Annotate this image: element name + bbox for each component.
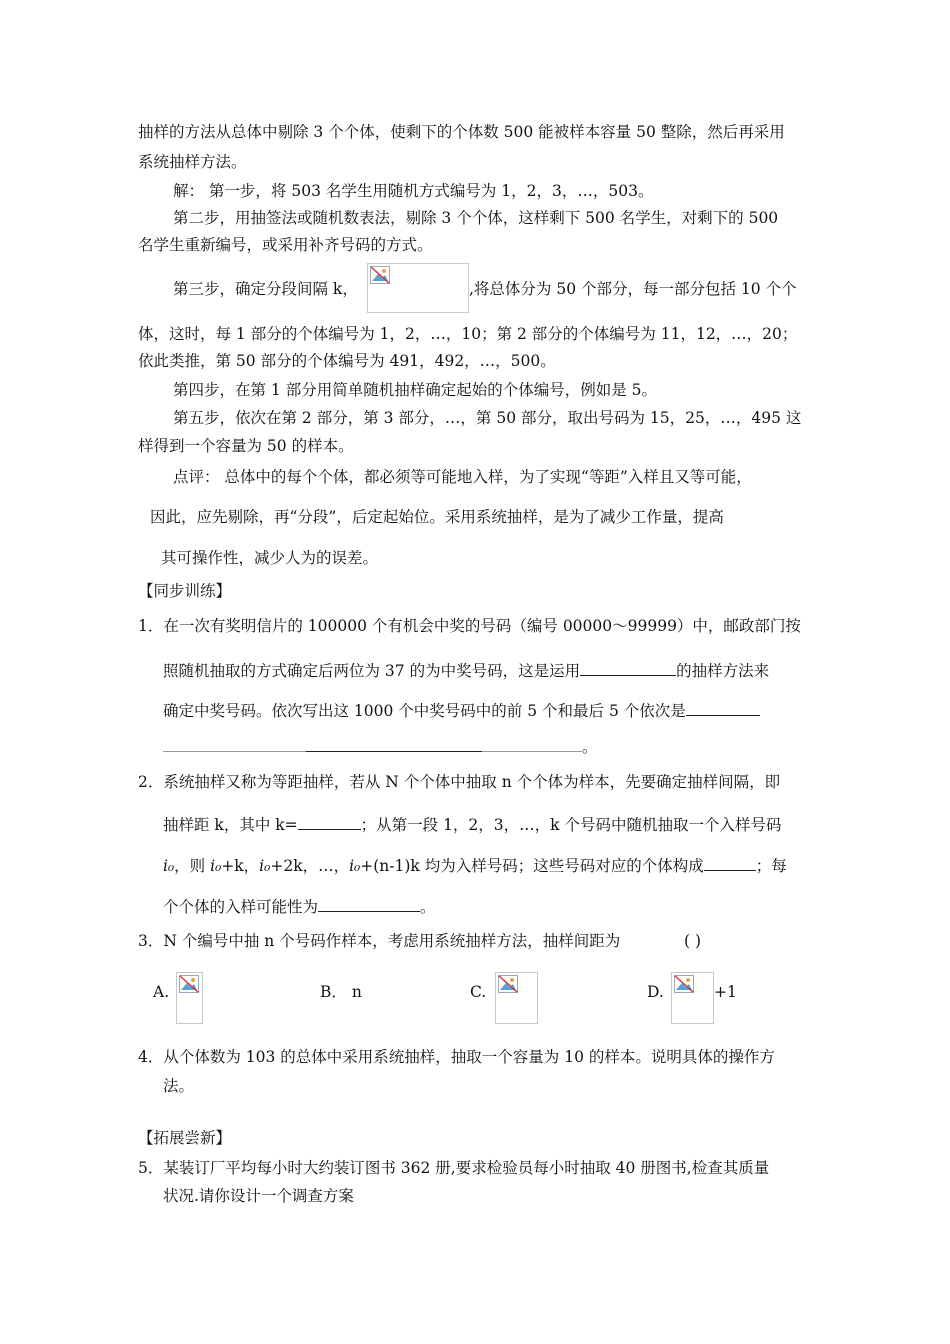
question-5-line: 状况.请你设计一个调查方案 xyxy=(163,1187,354,1205)
text-line: 体，这时，每 1 部分的个体编号为 1，2，…，10；第 2 部分的个体编号为 11，12，…，20； xyxy=(138,325,798,343)
q2-text: 个个体的入样可能性为 xyxy=(163,898,319,916)
q1-blank-method[interactable] xyxy=(580,659,676,676)
text-line: 解： 第一步，将 503 名学生用随机方式编号为 1，2，3，…，503。 xyxy=(173,182,654,200)
option-d-label[interactable]: D. xyxy=(647,983,664,1001)
question-2-line xyxy=(163,813,781,835)
text-line: 第四步，在第 1 部分用简单随机抽样确定起始的个体编号，例如是 5。 xyxy=(173,381,658,399)
option-c-image-placeholder xyxy=(495,972,538,1024)
text-line: 名学生重新编号，或采用补齐号码的方式。 xyxy=(138,236,433,254)
question-1-line xyxy=(163,735,598,757)
image-icon xyxy=(498,975,518,993)
answer-parentheses: ( ) xyxy=(684,932,702,950)
text-line: 第二步，用抽签法或随机数表法，剔除 3 个个体，这样剩下 500 名学生，对剩下的 500 xyxy=(173,209,779,227)
text-line: 依此类推，第 50 部分的个体编号为 491，492，…，500。 xyxy=(138,352,556,370)
text-line: 点评： 总体中的每个个体，都必须等可能地入样，为了实现“等距”入样且又等可能， xyxy=(173,468,752,486)
text-line: ,将总体分为 50 个部分，每一部分包括 10 个个 xyxy=(469,280,797,298)
broken-image-placeholder xyxy=(367,263,469,313)
q1-blank-numbers[interactable] xyxy=(686,699,760,716)
question-2-line xyxy=(163,854,787,876)
image-icon xyxy=(370,266,390,284)
option-b-label[interactable]: B． n xyxy=(320,983,362,1001)
text-line: 第五步，依次在第 2 部分，第 3 部分，…，第 50 部分，取出号码为 15，25，…，495 这 xyxy=(173,409,802,427)
question-4-line: 4．从个体数为 103 的总体中采用系统抽样，抽取一个容量为 10 的样本。说明具体的操作方 xyxy=(138,1048,775,1066)
q2-text: ；每 xyxy=(755,857,787,875)
q2-text: +(n-1)k 均为入样号码；这些号码对应的个体构成 xyxy=(360,857,704,875)
option-a-label[interactable]: A. xyxy=(153,983,170,1001)
q2-text: ；从第一段 1，2，3，…，k 个号码中随机抽取一个入样号码 xyxy=(360,816,782,834)
q2-text: 抽样距 k，其中 k= xyxy=(163,816,298,834)
option-a-image-placeholder xyxy=(176,972,203,1024)
q1-blank-continued[interactable] xyxy=(306,735,482,752)
q1-text: 。 xyxy=(582,738,598,756)
text-line: 因此，应先剔除，再“分段”，后定起始位。采用系统抽样，是为了减少工作量，提高 xyxy=(150,508,724,526)
q1-blank-continued[interactable] xyxy=(482,735,582,752)
q2-i0: i₀ xyxy=(210,857,222,875)
option-d-suffix: +1 xyxy=(714,983,737,1001)
text-line: 第三步，确定分段间隔 k， xyxy=(173,280,358,298)
question-2-line xyxy=(163,895,436,917)
question-1-line xyxy=(163,699,760,721)
option-c-label[interactable]: C. xyxy=(470,983,487,1001)
q2-blank-probability[interactable] xyxy=(318,895,420,912)
question-4-line: 法。 xyxy=(163,1077,195,1095)
question-2-line: 2．系统抽样又称为等距抽样，若从 N 个个体中抽取 n 个个体为样本，先要确定抽样间隔，即 xyxy=(138,773,781,791)
text-line: 其可操作性，减少人为的误差。 xyxy=(161,549,379,567)
q1-text: 的抽样方法来 xyxy=(676,662,770,680)
text-line: 抽样的方法从总体中剔除 3 个个体，使剩下的个体数 500 能被样本容量 50 整除，然后再采用 xyxy=(138,123,785,141)
section-heading-expand: 【拓展尝新】 xyxy=(138,1129,232,1147)
question-5-line: 5．某装订厂平均每小时大约装订图书 362 册,要求检验员每小时抽取 40 册图书,检查其质量 xyxy=(138,1159,770,1177)
q2-text: +k， xyxy=(221,857,260,875)
q2-text: +2k，…， xyxy=(270,857,350,875)
q1-text: 照随机抽取的方式确定后两位为 37 的为中奖号码，这是运用 xyxy=(163,662,581,680)
option-d-image-placeholder xyxy=(671,972,714,1024)
q2-i0: i₀ xyxy=(259,857,271,875)
q2-text: 。 xyxy=(420,898,436,916)
section-heading-sync: 【同步训练】 xyxy=(138,582,232,600)
question-3-line: 3．N 个编号中抽 n 个号码作样本，考虑用系统抽样方法，抽样间距为 xyxy=(138,932,621,950)
q2-i0: i₀ xyxy=(349,857,361,875)
image-icon xyxy=(674,975,694,993)
question-1-line: 1．在一次有奖明信片的 100000 个有机会中奖的号码（编号 00000～99999）中，邮政部门按 xyxy=(138,617,801,635)
q1-blank-continued[interactable] xyxy=(163,735,306,752)
q2-blank-sample[interactable] xyxy=(704,854,756,871)
text-line: 系统抽样方法。 xyxy=(138,153,247,171)
q2-i0: i₀ xyxy=(163,857,175,875)
image-icon xyxy=(179,975,199,993)
text-line: 样得到一个容量为 50 的样本。 xyxy=(138,437,354,455)
q2-blank-k[interactable] xyxy=(298,813,361,830)
question-1-line xyxy=(163,659,769,681)
q2-text: ，则 xyxy=(174,857,211,875)
q1-text: 确定中奖号码。依次写出这 1000 个中奖号码中的前 5 个和最后 5 个依次是 xyxy=(163,702,686,720)
